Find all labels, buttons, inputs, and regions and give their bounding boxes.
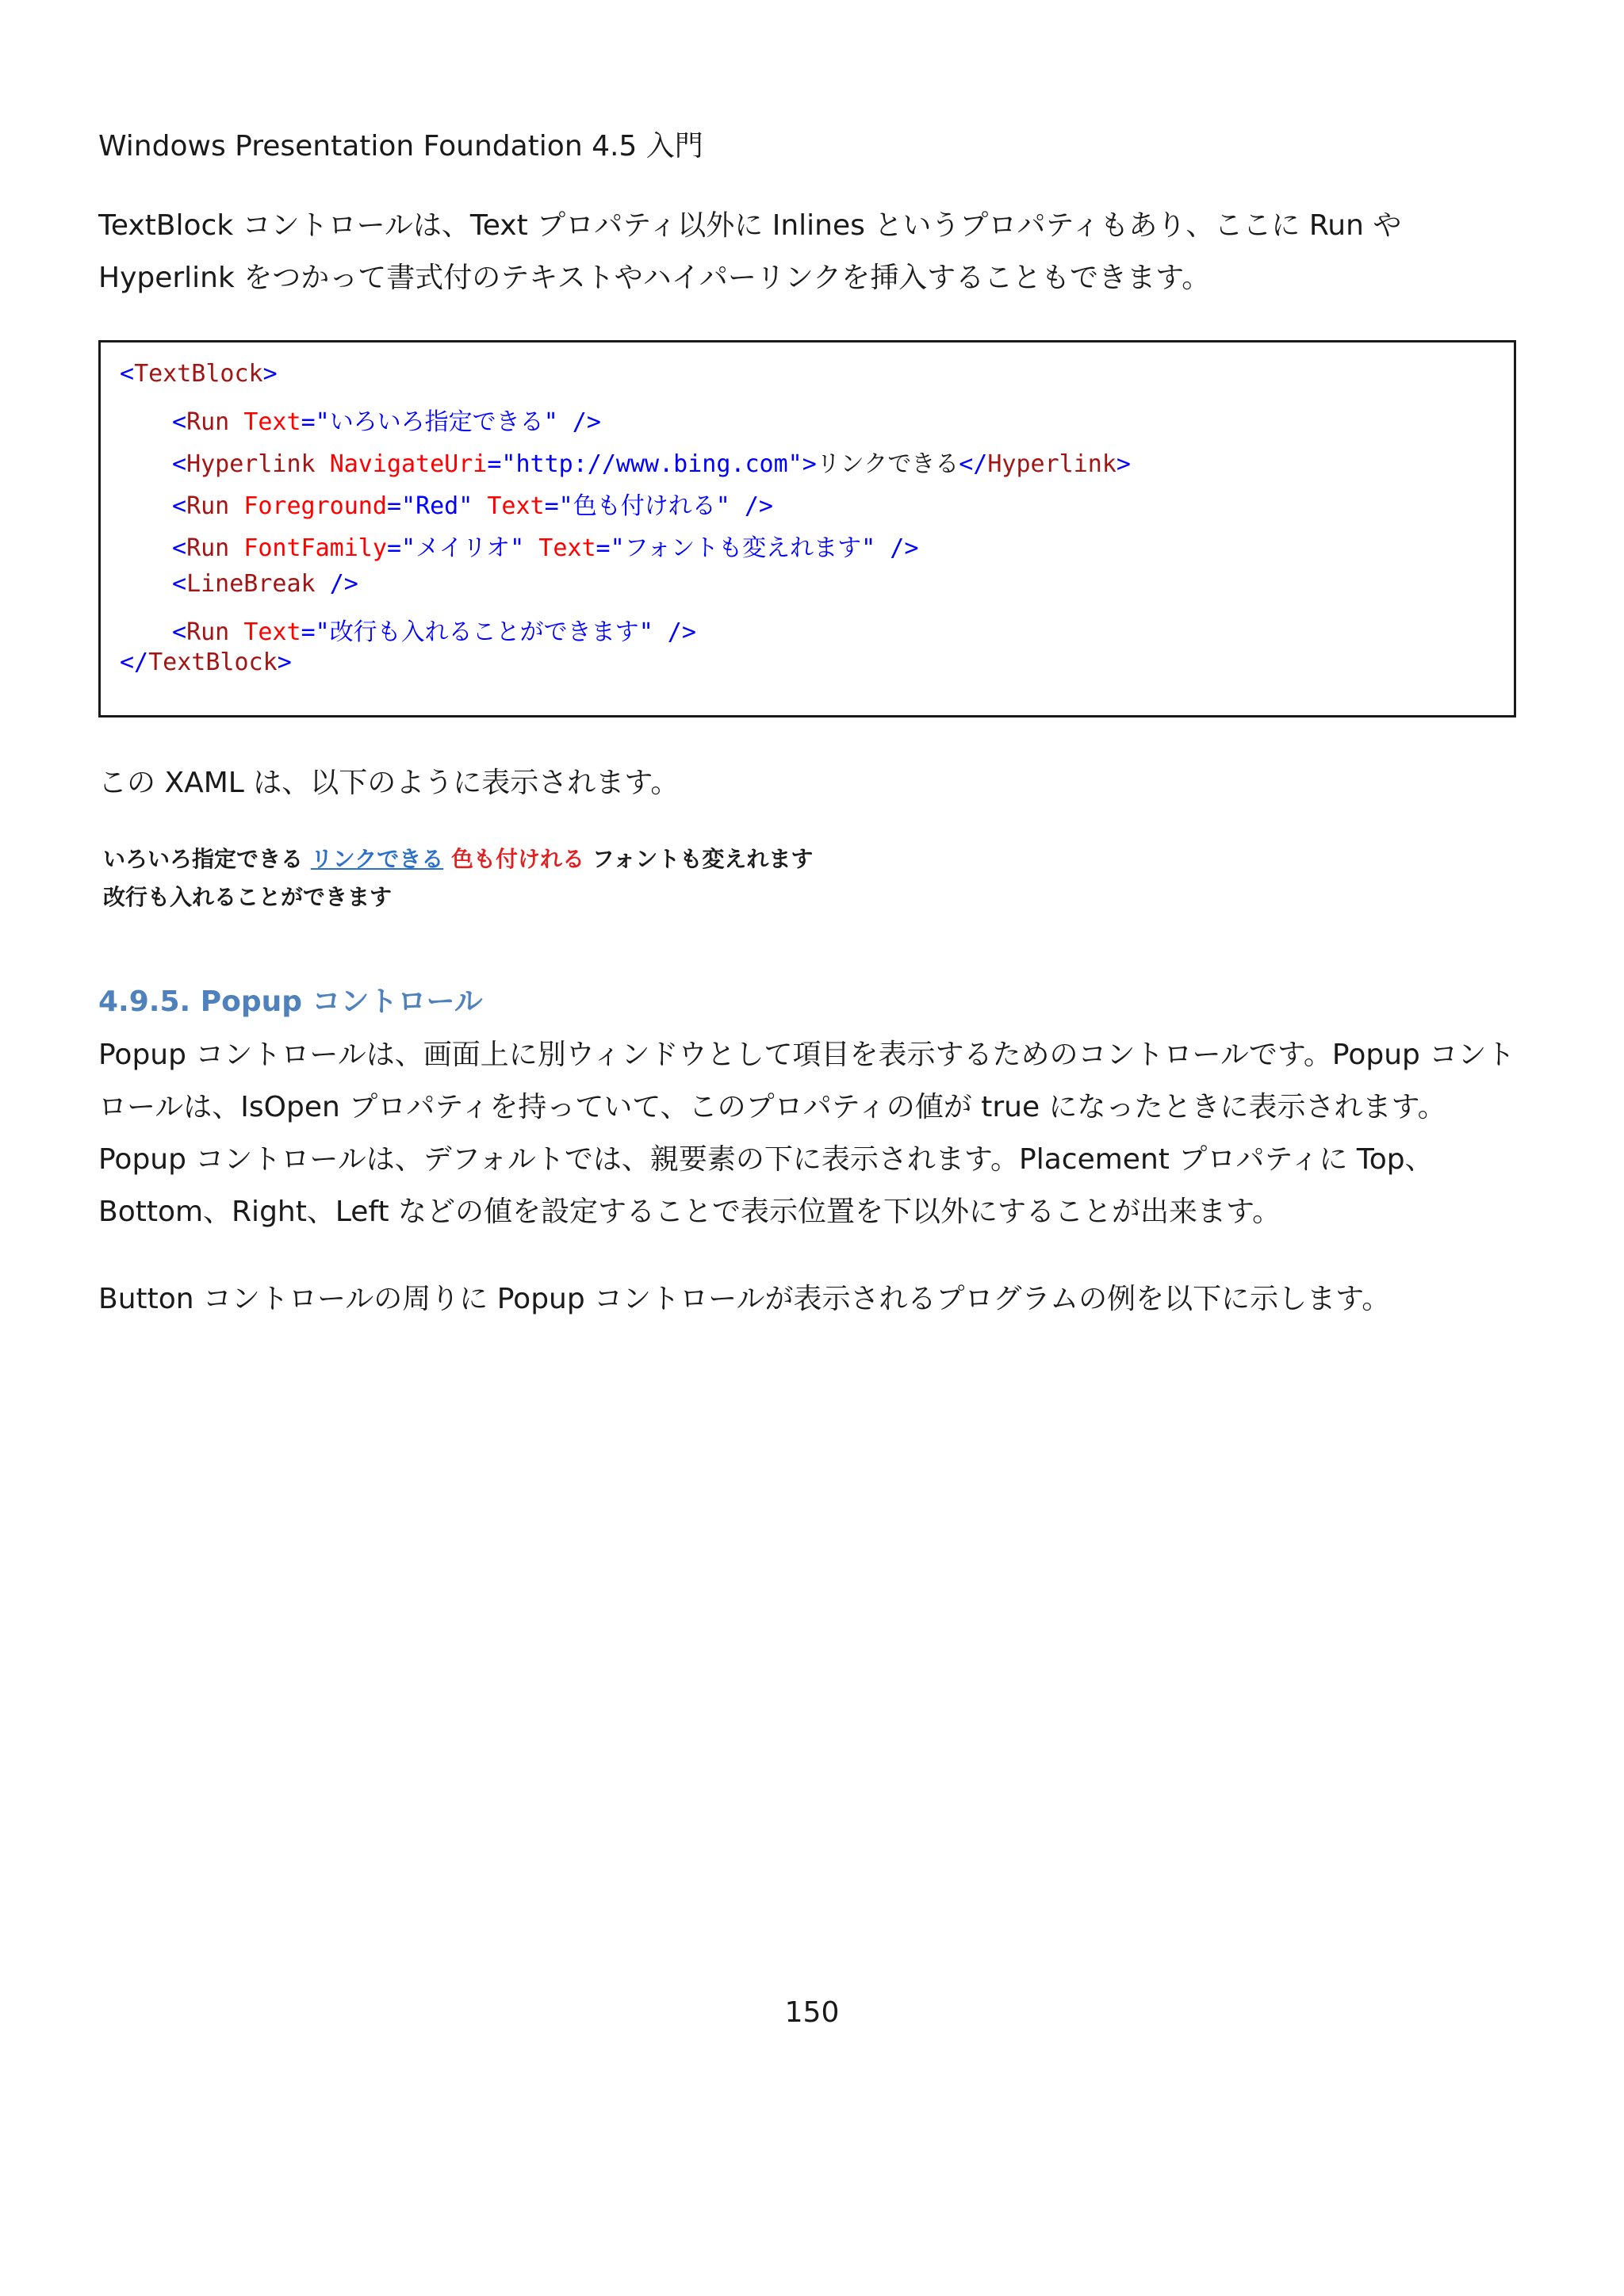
xaml-code-block: [98, 340, 1516, 718]
code-line-1: <TextBlock>: [120, 360, 278, 388]
preview-line-2: 改行も入れることができます: [103, 884, 393, 910]
section-heading: 4.9.5. Popup コントロール: [98, 985, 483, 1018]
code-line-6: <LineBreak />: [172, 570, 358, 598]
popup-example-intro: Button コントロールの周りに Popup コントロールが表示されるプログラムの例を以下に示します。: [98, 1283, 1391, 1315]
code-line-3: <Hyperlink NavigateUri="http://www.bing.com">リンクできる</Hyperlink>: [172, 450, 1131, 478]
preview-line-1: いろいろ指定できる リンクできる 色も付けれる フォントも変えれます: [103, 846, 814, 872]
rendered-preview: [103, 840, 813, 916]
code-line-8: </TextBlock>: [120, 649, 292, 676]
code-line-5: <Run FontFamily="メイリオ" Text="フォントも変えれます" />: [172, 534, 919, 562]
page-header: Windows Presentation Foundation 4.5 入門: [98, 130, 703, 163]
code-line-4: <Run Foreground="Red" Text="色も付けれる" />: [172, 492, 773, 520]
intro-paragraph: TextBlock コントロールは、Text プロパティ以外に Inlines というプロパティもあり、ここに Run や Hyperlink をつかって書式付のテキストやハイパーリンクを挿入することもできます。: [98, 209, 1402, 294]
xaml-display-caption: この XAML は、以下のように表示されます。: [98, 767, 680, 799]
preview-hyperlink[interactable]: リンクできる: [310, 846, 444, 872]
code-line-2: <Run Text="いろいろ指定できる" />: [172, 408, 601, 436]
popup-description-paragraph: Popup コントロールは、画面上に別ウィンドウとして項目を表示するためのコントロールです。Popup コントロールは、IsOpen プロパティを持っていて、このプロパティの値が true になったときに表示されます。Popup コントロールは、デフォルトでは、親要素の下に表示されます。Placement プロパティに Top、Bottom、Right、Left などの値を設定することで表示位置を下以外にすることが出来ます。: [98, 1039, 1515, 1228]
page-number: 150: [784, 1996, 840, 2029]
code-line-7: <Run Text="改行も入れることができます" />: [172, 618, 696, 646]
